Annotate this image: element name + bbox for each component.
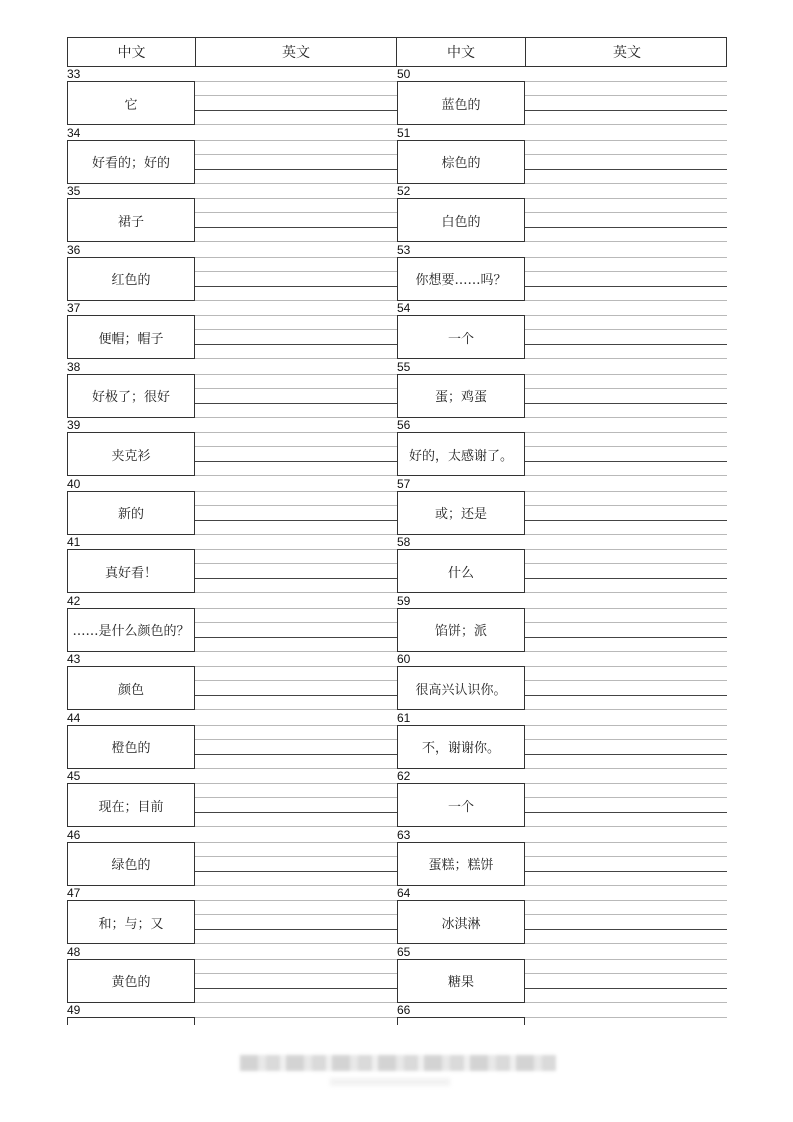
- writing-line: [195, 140, 397, 141]
- english-writing-lines[interactable]: [525, 432, 727, 476]
- table-row: [67, 477, 727, 536]
- writing-line: [195, 959, 397, 960]
- english-writing-lines[interactable]: [195, 549, 397, 593]
- chinese-term: 你想要……吗？: [397, 257, 525, 301]
- vocab-entry: [67, 126, 397, 185]
- vocab-entry: [67, 477, 397, 536]
- table-row: [67, 945, 727, 1004]
- table-row: [67, 594, 727, 653]
- vocab-entry: [397, 477, 727, 536]
- writing-line: [525, 315, 727, 316]
- writing-line: [525, 725, 727, 726]
- writing-line: [195, 1017, 397, 1018]
- chinese-term: ……是什么颜色的？: [67, 608, 195, 652]
- writing-line: [525, 1017, 727, 1018]
- chinese-term: [397, 1017, 525, 1025]
- writing-line: [525, 461, 727, 462]
- table-row: [67, 711, 727, 770]
- english-writing-lines[interactable]: [525, 315, 727, 359]
- writing-line: [525, 637, 727, 638]
- writing-line: [195, 637, 397, 638]
- chinese-term: 一个: [397, 783, 525, 827]
- writing-line: [525, 680, 727, 681]
- table-row: [67, 243, 727, 302]
- chinese-term: 和；与；又: [67, 900, 195, 944]
- vocab-entry: [397, 184, 727, 243]
- writing-line: [525, 797, 727, 798]
- writing-line: [195, 227, 397, 228]
- entry-number: 37: [67, 301, 81, 315]
- english-writing-lines[interactable]: [195, 783, 397, 827]
- chinese-term: 冰淇淋: [397, 900, 525, 944]
- vocab-entry: [397, 301, 727, 360]
- vocab-entry: [67, 360, 397, 419]
- vocab-entry: [397, 243, 727, 302]
- entry-number: 66: [397, 1003, 411, 1017]
- entry-number: 43: [67, 652, 81, 666]
- vocab-entry: [397, 769, 727, 828]
- english-writing-lines[interactable]: [525, 81, 727, 125]
- english-writing-lines[interactable]: [525, 842, 727, 886]
- vocab-entry: [397, 67, 727, 126]
- writing-line: [195, 666, 397, 667]
- chinese-term: 它: [67, 81, 195, 125]
- writing-line: [195, 622, 397, 623]
- english-writing-lines[interactable]: [525, 257, 727, 301]
- writing-line: [195, 286, 397, 287]
- english-writing-lines[interactable]: [525, 374, 727, 418]
- english-writing-lines[interactable]: [195, 666, 397, 710]
- entry-number: 62: [397, 769, 411, 783]
- writing-line: [525, 505, 727, 506]
- writing-line: [195, 754, 397, 755]
- vocab-entry: [397, 418, 727, 477]
- writing-line: [195, 344, 397, 345]
- vocab-entry: [67, 418, 397, 477]
- writing-line: [195, 914, 397, 915]
- english-writing-lines[interactable]: [195, 842, 397, 886]
- entry-number: 54: [397, 301, 411, 315]
- english-writing-lines[interactable]: [195, 374, 397, 418]
- chinese-term: 新的: [67, 491, 195, 535]
- writing-line: [525, 446, 727, 447]
- english-writing-lines[interactable]: [525, 1017, 727, 1025]
- english-writing-lines[interactable]: [195, 315, 397, 359]
- writing-line: [195, 578, 397, 579]
- vocab-entry: [67, 184, 397, 243]
- english-writing-lines[interactable]: [525, 900, 727, 944]
- chinese-term: 一个: [397, 315, 525, 359]
- english-writing-lines[interactable]: [195, 198, 397, 242]
- writing-line: [525, 871, 727, 872]
- table-row: [67, 828, 727, 887]
- header-chinese-left: 中文: [68, 38, 196, 66]
- writing-line: [525, 169, 727, 170]
- writing-line: [525, 578, 727, 579]
- writing-line: [195, 315, 397, 316]
- entry-number: 41: [67, 535, 81, 549]
- chinese-term: 馅饼；派: [397, 608, 525, 652]
- entry-number: 34: [67, 125, 81, 140]
- entry-number: 50: [397, 67, 411, 81]
- writing-line: [195, 403, 397, 404]
- writing-line: [525, 549, 727, 550]
- writing-line: [195, 212, 397, 213]
- chinese-term: 蓝色的: [397, 81, 525, 125]
- chinese-term: 便帽；帽子: [67, 315, 195, 359]
- entry-number: 52: [397, 184, 411, 198]
- english-writing-lines[interactable]: [195, 140, 397, 184]
- vocab-entry: [67, 67, 397, 126]
- writing-line: [195, 520, 397, 521]
- vocab-entry: [397, 594, 727, 653]
- header-english-right: 英文: [613, 45, 641, 61]
- table-row: [67, 301, 727, 360]
- header-chinese-right: 中文: [397, 38, 526, 66]
- writing-line: [195, 432, 397, 433]
- writing-line: [525, 754, 727, 755]
- writing-line: [195, 929, 397, 930]
- chinese-term: 蛋糕；糕饼: [397, 842, 525, 886]
- chinese-term: 蛋；鸡蛋: [397, 374, 525, 418]
- chinese-term: 不，谢谢你。: [397, 725, 525, 769]
- writing-line: [525, 608, 727, 609]
- english-writing-lines[interactable]: [195, 81, 397, 125]
- entry-number: 40: [67, 476, 81, 491]
- writing-line: [525, 783, 727, 784]
- english-writing-lines[interactable]: [525, 198, 727, 242]
- vocab-entry: [397, 886, 727, 945]
- entry-number: 57: [397, 476, 411, 491]
- table-row: [67, 1003, 727, 1025]
- writing-line: [525, 271, 727, 272]
- table-row: [67, 418, 727, 477]
- chinese-term: 颜色: [67, 666, 195, 710]
- table-header: [67, 37, 727, 67]
- entry-number: 42: [67, 593, 81, 608]
- writing-line: [525, 140, 727, 141]
- writing-line: [195, 725, 397, 726]
- english-writing-lines[interactable]: [195, 725, 397, 769]
- chinese-term: [67, 1017, 195, 1025]
- entry-number: 46: [67, 827, 81, 842]
- table-row: [67, 360, 727, 419]
- english-writing-lines[interactable]: [195, 900, 397, 944]
- vocab-entry: [397, 126, 727, 185]
- writing-line: [195, 461, 397, 462]
- chinese-term: 白色的: [397, 198, 525, 242]
- chinese-term: 现在；目前: [67, 783, 195, 827]
- writing-line: [525, 739, 727, 740]
- chinese-term: 红色的: [67, 257, 195, 301]
- table-row: [67, 652, 727, 711]
- table-row: [67, 67, 727, 126]
- chinese-term: 真好看！: [67, 549, 195, 593]
- writing-line: [195, 154, 397, 155]
- entry-number: 44: [67, 710, 81, 725]
- english-writing-lines[interactable]: [195, 608, 397, 652]
- vocab-entry: [67, 535, 397, 594]
- writing-line: [525, 329, 727, 330]
- english-writing-lines[interactable]: [525, 140, 727, 184]
- vocab-entry: [67, 886, 397, 945]
- vocabulary-rows: [67, 67, 727, 1025]
- chinese-term: 或；还是: [397, 491, 525, 535]
- entry-number: 47: [67, 886, 81, 900]
- entry-number: 49: [67, 1003, 81, 1017]
- entry-number: 53: [397, 242, 411, 257]
- table-row: [67, 184, 727, 243]
- writing-line: [525, 666, 727, 667]
- writing-line: [525, 988, 727, 989]
- writing-line: [195, 797, 397, 798]
- writing-line: [525, 388, 727, 389]
- writing-line: [525, 914, 727, 915]
- writing-line: [525, 374, 727, 375]
- english-writing-lines[interactable]: [525, 549, 727, 593]
- english-writing-lines[interactable]: [195, 491, 397, 535]
- writing-line: [195, 271, 397, 272]
- vocabulary-sheet: [67, 37, 727, 1025]
- english-writing-lines[interactable]: [525, 783, 727, 827]
- vocab-entry: [67, 243, 397, 302]
- writing-line: [195, 812, 397, 813]
- entry-number: 39: [67, 418, 81, 432]
- writing-line: [525, 491, 727, 492]
- writing-line: [195, 446, 397, 447]
- writing-line: [525, 95, 727, 96]
- english-writing-lines[interactable]: [525, 959, 727, 1003]
- writing-line: [525, 622, 727, 623]
- writing-line: [525, 929, 727, 930]
- writing-line: [195, 563, 397, 564]
- vocab-entry: [397, 711, 727, 770]
- writing-line: [195, 608, 397, 609]
- english-writing-lines[interactable]: [195, 1017, 397, 1025]
- entry-number: 33: [67, 67, 81, 81]
- writing-line: [195, 388, 397, 389]
- header-english-left: 英文: [196, 38, 397, 66]
- english-writing-lines[interactable]: [525, 666, 727, 710]
- chinese-term: 棕色的: [397, 140, 525, 184]
- writing-line: [525, 198, 727, 199]
- entry-number: 48: [67, 944, 81, 959]
- chinese-term: 裙子: [67, 198, 195, 242]
- entry-number: 60: [397, 652, 411, 666]
- chinese-term: 好看的；好的: [67, 140, 195, 184]
- writing-line: [195, 110, 397, 111]
- table-row: [67, 886, 727, 945]
- chinese-term: 很高兴认识你。: [397, 666, 525, 710]
- writing-line: [525, 403, 727, 404]
- english-writing-lines[interactable]: [195, 432, 397, 476]
- writing-line: [195, 95, 397, 96]
- vocab-entry: [397, 535, 727, 594]
- chinese-term: 好极了；很好: [67, 374, 195, 418]
- writing-line: [195, 680, 397, 681]
- vocab-entry: [67, 594, 397, 653]
- writing-line: [195, 842, 397, 843]
- english-writing-lines[interactable]: [525, 491, 727, 535]
- english-writing-lines[interactable]: [525, 608, 727, 652]
- writing-line: [525, 959, 727, 960]
- writing-line: [525, 563, 727, 564]
- writing-line: [195, 257, 397, 258]
- chinese-term: 好的，太感谢了。: [397, 432, 525, 476]
- entry-number: 64: [397, 886, 411, 900]
- vocab-entry: [67, 652, 397, 711]
- chinese-term: 黄色的: [67, 959, 195, 1003]
- vocab-entry: [67, 301, 397, 360]
- writing-line: [525, 973, 727, 974]
- writing-line: [195, 871, 397, 872]
- writing-line: [195, 549, 397, 550]
- writing-line: [525, 110, 727, 111]
- writing-line: [195, 695, 397, 696]
- vocab-entry: [397, 945, 727, 1004]
- writing-line: [525, 257, 727, 258]
- writing-line: [525, 212, 727, 213]
- english-writing-lines[interactable]: [195, 959, 397, 1003]
- writing-line: [195, 783, 397, 784]
- writing-line: [195, 505, 397, 506]
- writing-line: [525, 286, 727, 287]
- chinese-term: 糖果: [397, 959, 525, 1003]
- writing-line: [195, 900, 397, 901]
- chinese-term: 绿色的: [67, 842, 195, 886]
- table-row: [67, 126, 727, 185]
- entry-number: 38: [67, 359, 81, 374]
- writing-line: [195, 169, 397, 170]
- entry-number: 56: [397, 418, 411, 432]
- writing-line: [195, 988, 397, 989]
- writing-line: [525, 344, 727, 345]
- blurred-footer-text: [240, 1055, 556, 1071]
- writing-line: [195, 81, 397, 82]
- writing-line: [525, 227, 727, 228]
- writing-line: [525, 695, 727, 696]
- vocab-entry: [67, 945, 397, 1004]
- writing-line: [525, 81, 727, 82]
- writing-line: [525, 432, 727, 433]
- writing-line: [525, 812, 727, 813]
- entry-number: 51: [397, 125, 411, 140]
- entry-number: 61: [397, 710, 411, 725]
- writing-line: [195, 856, 397, 857]
- table-row: [67, 769, 727, 828]
- entry-number: 58: [397, 535, 411, 549]
- table-row: [67, 535, 727, 594]
- english-writing-lines[interactable]: [525, 725, 727, 769]
- vocab-entry: [67, 711, 397, 770]
- vocab-entry: [397, 828, 727, 887]
- writing-line: [525, 842, 727, 843]
- writing-line: [525, 900, 727, 901]
- writing-line: [195, 491, 397, 492]
- entry-number: 59: [397, 593, 411, 608]
- entry-number: 36: [67, 242, 81, 257]
- writing-line: [195, 329, 397, 330]
- chinese-term: 夹克衫: [67, 432, 195, 476]
- writing-line: [525, 154, 727, 155]
- vocab-entry: [67, 769, 397, 828]
- entry-number: 45: [67, 769, 81, 783]
- entry-number: 63: [397, 827, 411, 842]
- chinese-term: 什么: [397, 549, 525, 593]
- vocab-entry: [397, 1003, 727, 1025]
- entry-number: 65: [397, 944, 411, 959]
- writing-line: [195, 374, 397, 375]
- blurred-footer-subtext: [330, 1078, 450, 1086]
- entry-number: 35: [67, 184, 81, 198]
- writing-line: [195, 973, 397, 974]
- vocab-entry: [397, 360, 727, 419]
- vocab-entry: [397, 652, 727, 711]
- chinese-term: 橙色的: [67, 725, 195, 769]
- writing-line: [195, 198, 397, 199]
- writing-line: [525, 520, 727, 521]
- writing-line: [195, 739, 397, 740]
- vocab-entry: [67, 828, 397, 887]
- writing-line: [525, 856, 727, 857]
- english-writing-lines[interactable]: [195, 257, 397, 301]
- entry-number: 55: [397, 359, 411, 374]
- vocab-entry: [67, 1003, 397, 1025]
